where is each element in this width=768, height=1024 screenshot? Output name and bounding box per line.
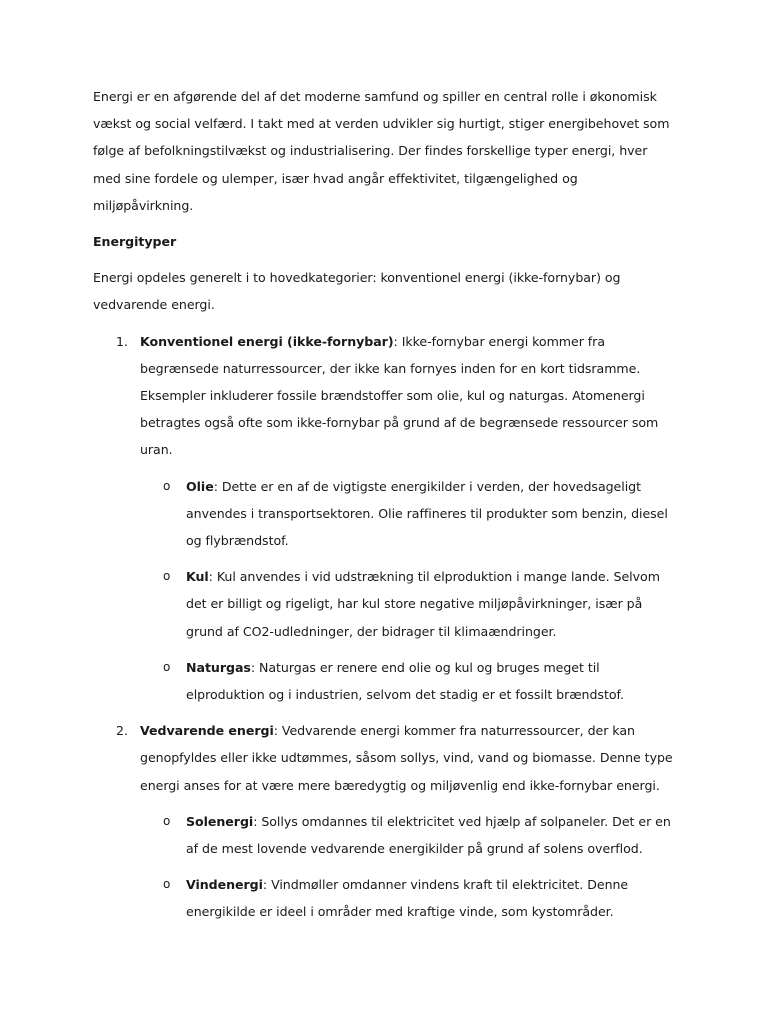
subitem-text: : Dette er en af de vigtigste energikilder i verden, der hovedsageligt anvendes i transportsektoren. Olie raffineres til produkter som benzin, diesel og flybrændstof. <box>186 478 668 549</box>
subitem-title: Olie <box>186 478 214 494</box>
sublist-item-naturgas <box>140 654 678 708</box>
sublist-item-solenergi <box>140 808 678 862</box>
bullet-icon: o <box>163 478 171 493</box>
item-title: Vedvarende energi <box>140 723 274 739</box>
bullet-icon: o <box>163 813 171 828</box>
bullet-icon: o <box>163 569 171 584</box>
sublist-item-kul <box>140 563 678 645</box>
item-text: : Vedvarende energi kommer fra naturressourcer, der kan genopfyldes eller ikke udtømmes, såsom sollys, vind, vand og biomasse. Denne type energi anses for at være mere bæredygtig og miljøvenlig end ikke-fornybar energi. <box>140 723 673 793</box>
subitem-title: Solenergi <box>186 813 254 829</box>
list-number: 1. <box>116 333 128 349</box>
bullet-icon: o <box>163 877 171 892</box>
sublist-item-vindenergi <box>140 871 678 925</box>
list-number: 2. <box>116 723 128 739</box>
item-text: : Ikke-fornybar energi kommer fra begrænsede naturressourcer, der ikke kan fornyes inden for en kort tidsramme. Eksempler inkluderer fossile brændstoffer som olie, kul og naturgas. Atomenergi betragtes også ofte som ikke-fornybar på grund af de begrænsede ressourcer som uran. <box>140 333 659 458</box>
list-item-renewable <box>93 717 678 925</box>
subitem-text: : Naturgas er renere end olie og kul og bruges meget til elproduktion og i industrien, selvom det stadig er et fossilt brændstof. <box>186 659 624 703</box>
subitem-title: Naturgas <box>186 659 251 675</box>
subitem-title: Vindenergi <box>186 877 263 893</box>
section-heading: Energityper <box>93 234 177 250</box>
energy-category-list <box>93 328 678 926</box>
list-item-conventional <box>93 328 678 709</box>
intro-paragraph: Energi er en afgørende del af det moderne samfund og spiller en central rolle i økonomisk vækst og social velfærd. I takt med at verden udvikler sig hurtigt, stiger energibehovet som følge af befolkningstilvækst og industrialisering. Der findes forskellige typer energi, hver med sine fordele og ulemper, især hvad angår effektivitet, tilgængelighed og miljøpåvirkning. <box>93 89 670 213</box>
bullet-icon: o <box>163 659 171 674</box>
subitem-text: : Kul anvendes i vid udstrækning til elproduktion i mange lande. Selvom det er billigt og rigeligt, har kul store negative miljøpåvirkninger, især på grund af CO2-udledninger, der bidrager til klimaændringer. <box>186 569 660 639</box>
conventional-sublist <box>140 473 678 709</box>
subitem-title: Kul <box>186 569 209 585</box>
subitem-text: : Vindmøller omdanner vindens kraft til elektricitet. Denne energikilde er ideel i områder med kraftige vinde, som kystområder. <box>186 877 629 920</box>
overview-paragraph: Energi opdeles generelt i to hovedkategorier: konventionel energi (ikke-fornybar) og vedvarende energi. <box>93 270 621 313</box>
renewable-sublist <box>140 808 678 926</box>
subitem-text: : Sollys omdannes til elektricitet ved hjælp af solpaneler. Det er en af de mest lovende vedvarende energikilder på grund af solens overflod. <box>186 813 671 857</box>
sublist-item-olie <box>140 473 678 555</box>
item-title: Konventionel energi (ikke-fornybar) <box>140 333 394 349</box>
